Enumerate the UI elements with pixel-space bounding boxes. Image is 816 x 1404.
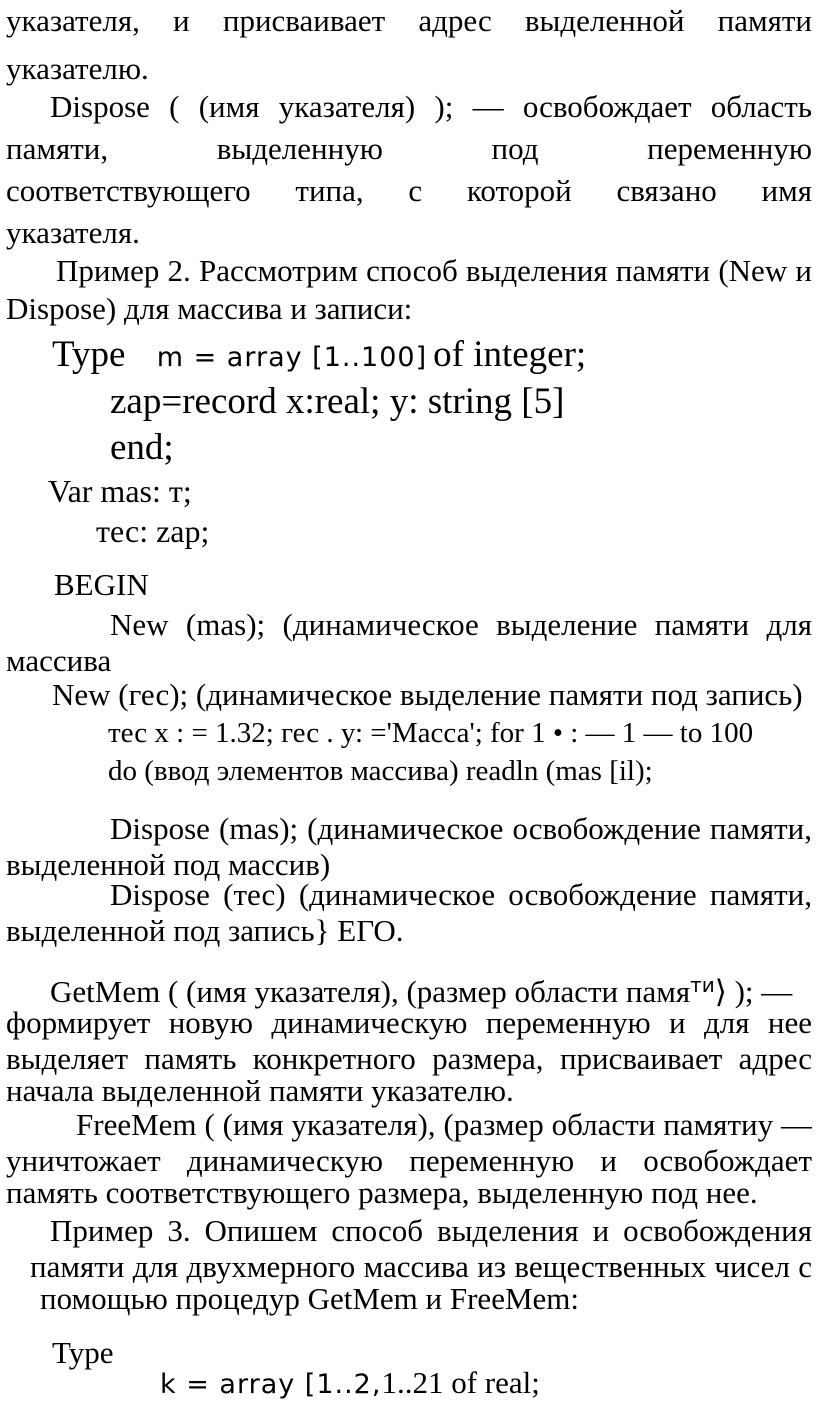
- code-line: тес x : = 1.32; гес . у: ='Масса'; for 1 • : — 1 — to 100: [108, 717, 754, 749]
- code-line: BEGIN: [54, 567, 149, 602]
- text-line: начала выделенной памяти указателю.: [6, 1073, 514, 1108]
- text-line: соответствующего типа, с которой связано имя: [6, 173, 812, 208]
- code-line: end;: [110, 427, 174, 468]
- text-line: FreeMem ( (имя указателя), (размер области памятиу —: [76, 1107, 812, 1142]
- text-line: Dispose ( (имя указателя) ); — освобождает область: [50, 89, 812, 124]
- text-line: указателю.: [6, 51, 149, 86]
- code-type-line: [52, 333, 586, 380]
- code-fragment: k = array [1..2,: [160, 1369, 382, 1400]
- text-line: уничтожает динамическую переменную и освобождает: [6, 1143, 812, 1178]
- text-line: Dispose (mas); (динамическое освобождение памяти,: [110, 811, 812, 846]
- code-line: do (ввод элементов массива) readln (mas [il);: [108, 755, 653, 787]
- text-line: помощью процедур GetMem и FreeMem:: [40, 1281, 580, 1316]
- text-line: Пример 2. Рассмотрим способ выделения памяти (New и: [56, 253, 812, 288]
- code-line: Type: [52, 1335, 114, 1370]
- text-line: памяти для двухмерного массива из вещественных чисел с: [30, 1249, 812, 1284]
- superscript-fragment: ти: [690, 973, 715, 997]
- text-line: выделенной под массив): [6, 847, 331, 882]
- code-fragment: of integer;: [433, 334, 587, 375]
- text-line: указателя, и присваивает адрес выделенной памяти: [6, 3, 812, 38]
- text-line: указателя.: [6, 215, 140, 250]
- text-fragment: GetMem ( (имя указателя), (размер области памя: [50, 974, 691, 1009]
- code-fragment: m = array [1..100]: [156, 342, 428, 373]
- code-fragment: 1..21 of real;: [381, 1365, 540, 1400]
- text-line: массива: [6, 643, 112, 678]
- text-line: выделяет память конкретного размера, присваивает адрес: [6, 1041, 812, 1076]
- code-line: Var mas: т;: [48, 473, 192, 509]
- text-line: New (гес); (динамическое выделение памяти под запись): [52, 677, 803, 712]
- code-k-line: [160, 1364, 540, 1404]
- text-fragment: ⟩ ); —: [714, 974, 793, 1009]
- text-line: New (mas); (динамическое выделение памяти для: [110, 607, 812, 642]
- code-line: тес: zap;: [96, 513, 210, 549]
- keyword: Type: [52, 334, 126, 375]
- text-line: формирует новую динамическую переменную и для нее: [6, 1005, 812, 1040]
- text-line: Dispose) для массива и записи:: [6, 291, 413, 326]
- text-line: выделенной под запись} ЕГО.: [6, 913, 404, 948]
- text-line: Пример 3. Опишем способ выделения и освобождения: [50, 1213, 812, 1248]
- text-line: память соответствующего размера, выделенную под нее.: [6, 1175, 758, 1210]
- text-line: памяти, выделенную под переменную: [6, 131, 812, 166]
- text-line: Dispose (тес) (динамическое освобождение памяти,: [110, 877, 812, 912]
- code-line: zap=record x:real; y: string [5]: [110, 381, 565, 422]
